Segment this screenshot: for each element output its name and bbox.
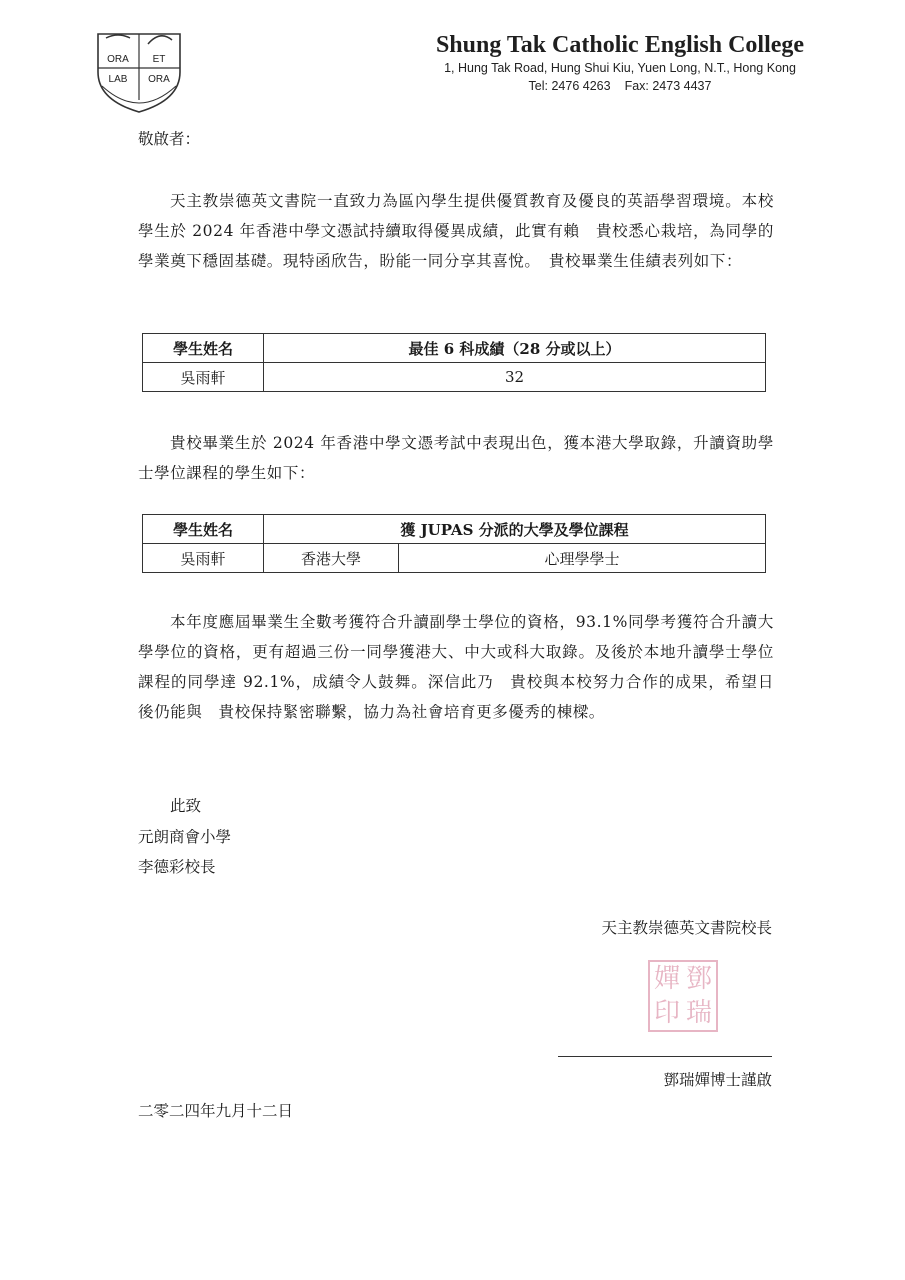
school-name: Shung Tak Catholic English College [435, 32, 805, 58]
results-table [142, 333, 766, 392]
paragraph-admission: 貴校畢業生於 2024 年香港中學文憑考試中表現出色，獲本港大學取錄，升讀資助學士學位課程的學生如下： [138, 434, 774, 482]
column-header: 獲 JUPAS 分派的大學及學位課程 [264, 515, 766, 544]
admission-table [142, 514, 766, 573]
crest-quadrant-4: ORA [148, 74, 170, 85]
table-header-row [143, 334, 766, 363]
student-name-cell: 吳雨軒 [143, 544, 264, 573]
signature-line [558, 1056, 772, 1057]
salutation: 敬啟者： [138, 130, 201, 148]
sender-title: 天主教崇德英文書院校長 [601, 919, 772, 937]
paragraph-intro: 天主教崇德英文書院一直致力為區內學生提供優質教育及優良的英語學習環境。本校學生於 2024 年香港中學文憑試持續取得優異成績，此實有賴 貴校悉心栽培，為同學的學業奠下穩固基礎。現特函欣告，盼能一同分享其喜悅。 貴校畢業生佳績表列如下： [138, 192, 774, 270]
seal-char: 瑞 [685, 998, 712, 1028]
seal-char: 鄧 [685, 964, 712, 994]
crest-quadrant-2: ET [152, 54, 166, 65]
principal-seal-stamp [648, 960, 718, 1032]
school-telephone: Tel: 2476 4263 [528, 79, 611, 93]
table-row [143, 544, 766, 573]
paragraph-summary: 本年度應屆畢業生全數考獲符合升讀副學士學位的資格，93.1%同學考獲符合升讀大學學位的資格，更有超過三份一同學獲港大、中大或科大取錄。及後於本地升讀學士學位課程的同學達 92.1%，成績令人鼓舞。深信此乃 貴校與本校努力合作的成果，希望日後仍能與 貴校保持緊密聯繫，協力為社會培育更多優秀的棟樑。 [138, 613, 774, 721]
programme-cell: 心理學學士 [399, 544, 766, 573]
school-crest-logo [94, 28, 184, 116]
column-header: 學生姓名 [143, 515, 264, 544]
recipient-name: 李德彩校長 [138, 858, 216, 876]
crest-quadrant-3: LAB [108, 74, 128, 85]
school-address: 1, Hung Tak Road, Hung Shui Kiu, Yuen Long, N.T., Hong Kong [444, 61, 796, 75]
recipient-school: 元朗商會小學 [138, 828, 232, 846]
table-header-row [143, 515, 766, 544]
table-row [143, 363, 766, 392]
score-cell: 32 [264, 363, 766, 392]
crest-quadrant-1: ORA [107, 54, 129, 65]
closing: 此致 [170, 797, 202, 815]
letter-date: 二零二四年九月十二日 [138, 1102, 294, 1120]
school-contact [400, 79, 840, 93]
student-name-cell: 吳雨軒 [143, 363, 264, 392]
column-header: 最佳 6 科成績（28 分或以上） [264, 334, 766, 363]
school-fax: Fax: 2473 4437 [624, 79, 712, 93]
university-cell: 香港大學 [264, 544, 399, 573]
column-header: 學生姓名 [143, 334, 264, 363]
seal-char: 嬋 [653, 964, 680, 994]
sender-name: 鄧瑞嬋博士謹啟 [663, 1071, 772, 1089]
seal-char: 印 [653, 998, 680, 1028]
